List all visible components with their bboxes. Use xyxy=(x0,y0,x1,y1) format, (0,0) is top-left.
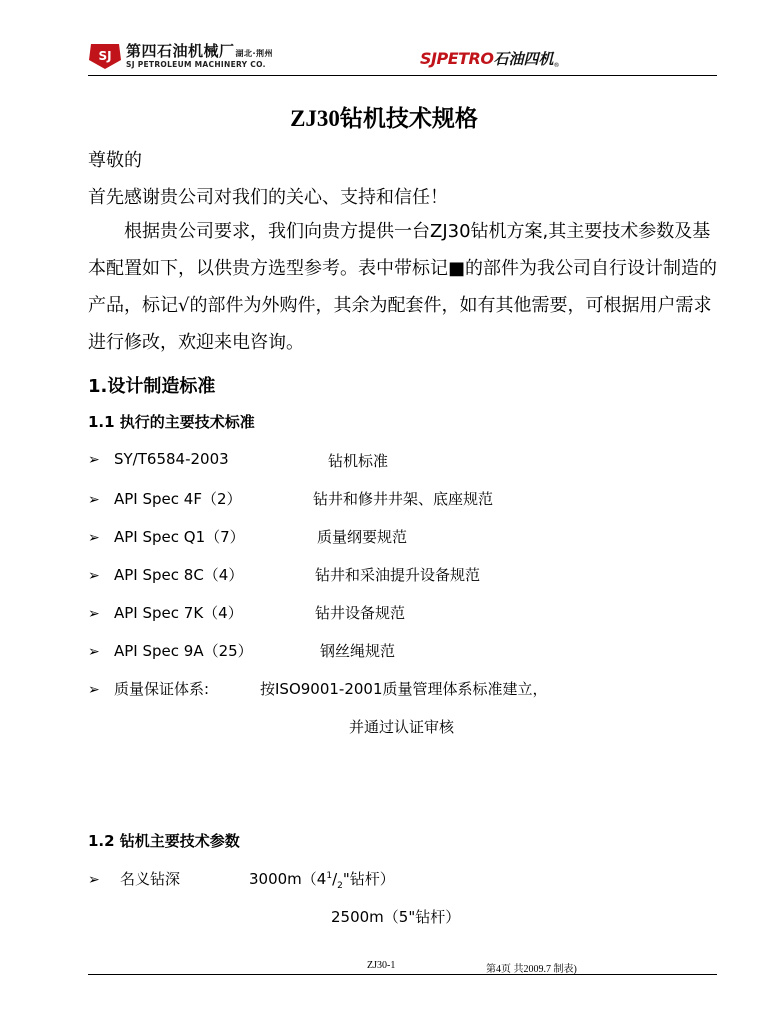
list-item xyxy=(88,450,389,470)
footer-rule xyxy=(88,974,717,975)
list-item xyxy=(88,868,395,891)
quality-continuation: 并通过认证审核 xyxy=(349,718,455,736)
greeting: 尊敬的 xyxy=(88,150,142,171)
arrow-bullet-icon: ➢ xyxy=(88,452,100,468)
sj-emblem-icon xyxy=(88,40,122,70)
standard-desc: 钻井和修井井架、底座规范 xyxy=(313,490,494,508)
brand-name-cn: 石油四机 xyxy=(493,50,554,68)
list-item xyxy=(88,678,548,699)
standard-code: API Spec 8C（4） xyxy=(114,566,244,584)
standard-code: API Spec 7K（4） xyxy=(114,604,243,622)
intro-paragraph: 根据贵公司要求，我们向贵方提供一台ZJ30钻机方案,其主要技术参数及基本配置如下，以供贵方选型参考。表中带标记■的部件为我公司自行设计制造的产品，标记√的部件为外购件，其余为配套件，如有其他需要，可根据用户需求进行修改，欢迎来电咨询。 xyxy=(88,221,718,353)
standard-desc: 钻机标准 xyxy=(328,452,389,470)
emblem-text: SJ xyxy=(98,49,112,63)
standard-desc: 钢丝绳规范 xyxy=(320,642,396,660)
standard-code: API Spec Q1（7） xyxy=(114,528,245,546)
company-name-en: SJ PETROLEUM MACHINERY CO. xyxy=(126,60,266,69)
list-item xyxy=(88,602,406,623)
depth-value-1: $3000m(4^1/_2$"钻杆） xyxy=(249,870,395,891)
sjpetro-mark: SJPETRO xyxy=(420,49,494,68)
arrow-bullet-icon: ➢ xyxy=(88,492,100,508)
list-item xyxy=(88,564,481,585)
header-rule xyxy=(88,75,717,76)
brand-logo xyxy=(420,48,570,72)
arrow-bullet-icon: ➢ xyxy=(88,606,100,622)
subsection-standards: 1.1 执行的主要技术标准 xyxy=(88,413,255,431)
standard-code: SY/T6584-2003 xyxy=(114,450,229,468)
standard-desc: 钻井设备规范 xyxy=(315,604,406,622)
quality-value: 按ISO9001-2001质量管理体系标准建立， xyxy=(260,680,548,698)
company-location: 湖北·荆州 xyxy=(235,49,274,58)
quality-label: 质量保证体系: xyxy=(114,680,210,698)
subsection-parameters: 1.2 钻机主要技术参数 xyxy=(88,832,240,850)
arrow-bullet-icon: ➢ xyxy=(88,872,100,888)
standard-code: API Spec 4F（2） xyxy=(114,490,242,508)
arrow-bullet-icon: ➢ xyxy=(88,568,100,584)
arrow-bullet-icon: ➢ xyxy=(88,682,100,698)
list-item xyxy=(88,488,494,509)
arrow-bullet-icon: ➢ xyxy=(88,530,100,546)
arrow-bullet-icon: ➢ xyxy=(88,644,100,660)
depth-value-2: 2500m（5"钻杆） xyxy=(331,908,461,926)
list-item xyxy=(88,526,408,547)
standard-desc: 钻井和采油提升设备规范 xyxy=(315,566,481,584)
footer-doc-code: ZJ30-1 xyxy=(367,960,396,971)
depth-label: 名义钻深 xyxy=(120,870,181,888)
document-title: ZJ30钻机技术规格 xyxy=(290,106,478,132)
list-item xyxy=(88,640,396,661)
section-heading: 1.设计制造标准 xyxy=(88,376,216,397)
standard-code: API Spec 9A（25） xyxy=(114,642,253,660)
company-logo xyxy=(88,38,278,74)
company-name-cn: 第四石油机械厂湖北·荆州 xyxy=(126,42,274,60)
registered-mark: ® xyxy=(553,62,560,69)
standard-desc: 质量纲要规范 xyxy=(317,528,408,546)
footer-page-info: 第4页 共2009.7 制表) xyxy=(486,964,577,975)
thanks-line: 首先感谢贵公司对我们的关心、支持和信任！ xyxy=(88,187,448,208)
